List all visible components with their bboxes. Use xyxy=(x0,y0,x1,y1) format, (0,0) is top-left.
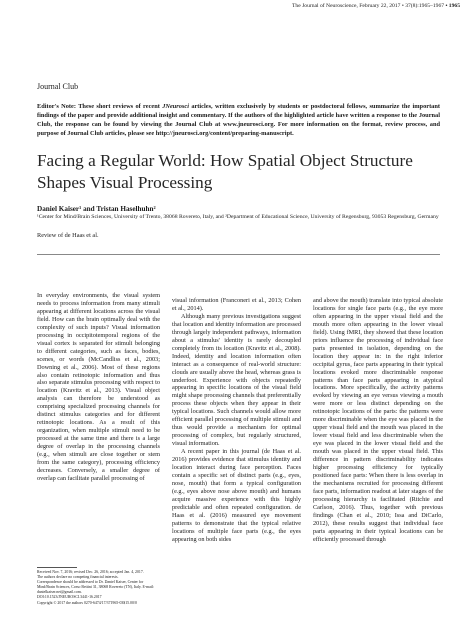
paragraph: Although many previous investigations suggest that location and identity information are processed through largely independent pathways, information about a stimulus' identity is rarely decoupled completely from its location (Kravitz et al., 2008). Indeed, identity and location information often interact as a consequence of real-world structure: clouds are usually above the head, whereas grass is underfoot. Experience with objects repeatedly appearing in specific locations of the visual field might shape processing channels that preferentially process these objects when they appear in their typical locations. Such channels would allow more efficient parallel processing of multiple stimuli and thus would provide a mechanism for optimal processing of complex, but regularly structured, visual information. xyxy=(172,312,301,448)
header-divider xyxy=(37,254,440,255)
editors-note-journal: JNeurosci xyxy=(162,103,189,110)
page-number: • 1965 xyxy=(445,3,460,9)
paragraph: In everyday environments, the visual system needs to process information from many stimuli appearing at different locations across the visual field. How can the brain optimally deal with the complexity of such inputs? Visual information processing in occipitotemporal regions of the visual cortex is separated for stimuli belonging to different categories, such as faces, bodies, scenes, or words (McCandliss et al., 2003; Downing et al., 2006). Most of these regions also contain retinotopic information and thus also separate stimulus processing with respect to location (Kravitz et al., 2013). Visual object analysis can therefore be understood as comprising specialized processing channels for distinct stimulus categories and for different retinotopic locations. As a result of this organization, when multiple stimuli need to be processed at the same time and there is a large degree of overlap in the processing channels (e.g., when stimuli are close together or stem from the same category), processing efficiency decreases. Conversely, a smaller degree of overlap can facilitate parallel processing of xyxy=(37,292,160,482)
footnote-correspondence: Correspondence should be addressed to Dr. Daniel Kaiser, Center for Mind/Brain Sciences, Corso Bettini 31, 38068 Rovereto (TN), Italy. E-mail: danielkaiser.net@gmail.com. xyxy=(37,580,155,595)
footnote-divider xyxy=(37,567,77,568)
editors-note-text-4: . xyxy=(292,130,294,137)
article-authors: Daniel Kaiser¹ and Tristan Haselhuhn² xyxy=(37,205,156,213)
editors-note xyxy=(37,102,440,138)
footnote-copyright: Copyright © 2017 the authors 0270-6474/17/371965-03$15.00/0 xyxy=(37,600,137,605)
review-of-line: Review of de Haas et al. xyxy=(37,232,99,239)
footnote-doi: DOI:10.1523/JNEUROSCI.3441-16.2017 xyxy=(37,595,102,600)
body-column-3 xyxy=(313,297,443,544)
preparing-manuscript-link[interactable]: http://jneurosci.org/content/preparing-manuscript xyxy=(155,130,293,137)
paragraph: visual information (Franconeri et al., 2013; Cohen et al., 2014). xyxy=(172,297,301,312)
footnotes xyxy=(37,567,161,606)
paragraph: A recent paper in this journal (de Haas et al. 2016) provides evidence that stimulus identity and location interact during face perception. Faces contain a specific set of distinct parts (e.g., eyes, nose, mouth) that form a typical configuration (e.g., eyes above nose above mouth) and humans acquire massive experience with this highly predictable and often repeated configuration. de Haas et al. (2016) measured eye movement patterns to demonstrate that the typical relative locations of multiple face parts (e.g., the eyes appearing on both sides xyxy=(172,448,301,543)
paragraph: and above the mouth) translate into typical absolute locations for single face parts (e.g., the eye more often appearing in the upper visual field and the mouth more often appearing in the lower visual field). Using fMRI, they showed that these location priors influence the processing of individual face parts presented in isolation, depending on the location they appear in: in the right inferior occipital gyrus, face parts appearing in their typical locations evoked more discriminable response patterns than face parts appearing in atypical locations. More specifically, the activity patterns evoked by viewing an eye versus viewing a mouth were more or less distinct depending on the retinotopic locations of the parts: the patterns were more discriminable when the eye was placed in the upper visual field and the mouth was placed in the lower visual field and less discriminable when the eye was placed in the lower visual field and the mouth was placed in the upper visual field. This difference in pattern discriminability indicates higher processing efficiency for typically positioned face parts: When there is less overlap in the mechanisms recruited for processing different face parts, information readout at later stages of the processing hierarchy is facilitated (Ritchie and Carlson, 2016). Thus, together with previous findings (Chan et al., 2010; Issa and DiCarlo, 2012), these results suggest that individual face parts appearing in their typical locations can be efficiently processed through xyxy=(313,297,443,543)
section-label: Journal Club xyxy=(37,82,79,91)
footnote-received: Received Nov. 7, 2016; revised Dec. 26, 2016; accepted Jan. 4, 2017. xyxy=(37,570,144,574)
article-title: Facing a Regular World: How Spatial Object Structure Shapes Visual Processing xyxy=(37,151,413,192)
running-header xyxy=(292,3,460,9)
editors-note-text-2: articles, written exclusively by students or postdoctoral fellows, summarize the important findings of the paper and provide additional insight and commentary. If the authors of the highlighted article have written a response to the Journal Club, the response can be found by viewing the Journal Club at xyxy=(37,103,440,128)
journal-citation: The Journal of Neuroscience, February 22, 2017 • 37(8):1965–1967 xyxy=(292,3,445,9)
editors-note-text-1: Editor's Note: These short reviews of recent xyxy=(37,103,163,110)
body-column-2 xyxy=(172,297,301,544)
author-affiliation: ¹Center for Mind/Brain Sciences, University of Trento, 38068 Rovereto, Italy, and ²Department of Educational Science, University of Regensburg, 93053 Regensburg, Germany xyxy=(37,214,439,220)
editors-note-text-3: . For more information on the format, review process, and purpose of Journal Club articles, please see xyxy=(37,121,441,137)
body-column-1 xyxy=(37,292,160,483)
footnote-interests: The authors declare no competing financial interests. xyxy=(37,575,119,580)
journal-club-link[interactable]: www.jneurosci.org xyxy=(222,121,274,128)
